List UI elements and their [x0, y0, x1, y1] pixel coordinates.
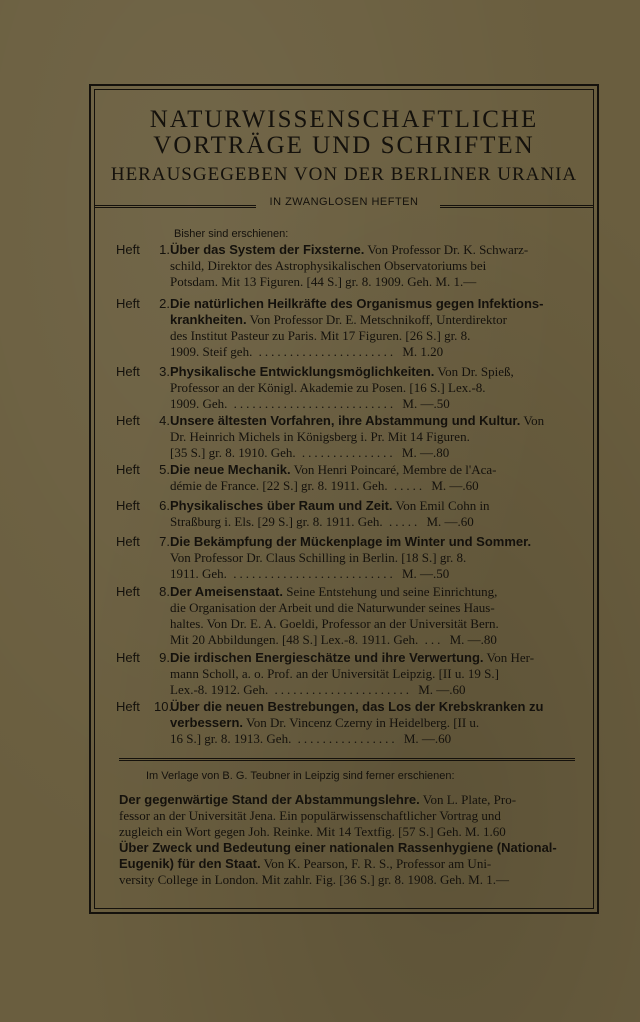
entry-title: Unsere ältesten Vorfahren, ihre Abstammung und Kultur.: [170, 413, 521, 428]
entry-title: Die neue Mechanik.: [170, 462, 291, 477]
issue-label: Heft: [116, 534, 140, 549]
series-subtitle: IN ZWANGLOSEN HEFTEN: [269, 196, 419, 208]
entry-line: [119, 792, 581, 808]
entry-text: Von: [520, 413, 545, 428]
entry-title: Eugenik) für den Staat.: [119, 856, 261, 871]
intro-text: Bisher sind erschienen:: [174, 228, 289, 240]
entry-line: [170, 566, 572, 582]
entry-text: haltes. Von Dr. E. A. Goeldi, Professor an der Universität Bern.: [170, 616, 499, 631]
issue-label: Heft: [116, 699, 140, 714]
issue-number: 10.: [154, 699, 173, 714]
entry-line: [170, 429, 572, 445]
entry-title: Die irdischen Energieschätze und ihre Verwertung.: [170, 650, 484, 665]
entry-line: [170, 344, 572, 360]
entry-line: [170, 328, 572, 344]
entry-line: [170, 616, 572, 632]
entry-title: Über die neuen Bestrebungen, das Los der Krebskranken zu: [170, 699, 544, 714]
entry-text: zugleich ein Wort gegen Joh. Reinke. Mit 14 Textfig. [57 S.] Geh. M. 1.60: [119, 824, 506, 839]
entry-title: verbessern.: [170, 715, 243, 730]
entry-title: Der gegenwärtige Stand der Abstammungslehre.: [119, 792, 420, 807]
entry-line: [170, 364, 572, 380]
entry-line: [170, 258, 572, 274]
issue-label: Heft: [116, 296, 140, 311]
entry-text: Von Emil Cohn in: [392, 498, 490, 513]
entry-line: [170, 514, 572, 530]
issue-number: 5.: [159, 462, 170, 477]
entry-title: Über das System der Fixsterne.: [170, 242, 365, 257]
entry-line: [119, 824, 581, 840]
entry-text: die Organisation der Arbeit und die Naturwunder seines Haus-: [170, 600, 495, 615]
leader-dots: ...: [418, 632, 450, 647]
issue-label: Heft: [116, 498, 140, 513]
entry-title: Physikalische Entwicklungsmöglichkeiten.: [170, 364, 435, 379]
entry-text: Dr. Heinrich Michels in Königsberg i. Pr. Mit 14 Figuren.: [170, 429, 470, 444]
entry-line: [170, 699, 572, 715]
entry-line: [170, 731, 572, 747]
entry-line: [119, 840, 581, 856]
entry-line: [170, 715, 572, 731]
entry-text: Von Professor Dr. E. Metschnikoff, Unterdirektor: [246, 312, 507, 327]
issue-label: Heft: [116, 242, 140, 257]
leader-dots: ......................: [252, 344, 403, 359]
entry-text: Von Professor Dr. K. Schwarz-: [364, 242, 529, 257]
entry-text: Von K. Pearson, F. R. S., Professor am Uni-: [260, 856, 492, 871]
publisher-line: HERAUSGEGEBEN VON DER BERLINER URANIA: [110, 164, 578, 185]
entry-line: [170, 445, 572, 461]
issue-label: Heft: [116, 584, 140, 599]
entry-line: [170, 462, 572, 478]
issue-number: 3.: [159, 364, 170, 379]
entry-line: [170, 296, 572, 312]
issue-number: 2.: [159, 296, 170, 311]
entry-title: krankheiten.: [170, 312, 247, 327]
entry-text: schild, Direktor des Astrophysikalischen Observatoriums bei: [170, 258, 487, 273]
series-title-line-2: VORTRÄGE UND SCHRIFTEN: [153, 132, 535, 159]
entry-text: Professor an der Königl. Akademie zu Posen. [16 S.] Lex.-8.: [170, 380, 486, 395]
entry-price: M. —.60: [426, 514, 474, 529]
leader-dots: .....: [387, 478, 432, 493]
entry-text: Seine Entstehung und seine Einrichtung,: [282, 584, 498, 599]
entry-line: [170, 666, 572, 682]
entry-text: démie de France. [22 S.] gr. 8. 1911. Geh.: [170, 478, 388, 493]
issue-number: 8.: [159, 584, 170, 599]
entry-text: Lex.-8. 1912. Geh.: [170, 682, 269, 697]
issue-label: Heft: [116, 650, 140, 665]
entry-price: M. —.50: [402, 396, 450, 411]
entry-line: [170, 478, 572, 494]
entry-title: Der Ameisenstaat.: [170, 584, 283, 599]
issue-label: Heft: [116, 462, 140, 477]
entry-text: Straßburg i. Els. [29 S.] gr. 8. 1911. Geh.: [170, 514, 383, 529]
entry-text: Von Henri Poincaré, Membre de l'Aca-: [290, 462, 497, 477]
leader-dots: ..........................: [226, 566, 402, 581]
issue-number: 7.: [159, 534, 170, 549]
entry-line: [170, 312, 572, 328]
entry-price: M. —.80: [401, 445, 450, 460]
entry-price: M. —.50: [401, 566, 450, 581]
entry-text: des Institut Pasteur zu Paris. Mit 17 Figuren. [26 S.] gr. 8.: [170, 328, 471, 343]
entry-title: Physikalisches über Raum und Zeit.: [170, 498, 393, 513]
entry-line: [119, 856, 581, 872]
entry-line: [170, 396, 572, 412]
entry-line: [170, 650, 572, 666]
entry-text: Potsdam. Mit 13 Figuren. [44 S.] gr. 8. 1909. Geh. M. 1.—: [170, 274, 477, 289]
issue-number: 6.: [159, 498, 170, 513]
entry-text: 1909. Geh.: [170, 396, 228, 411]
entry-text: versity College in London. Mit zahlr. Fig. [36 S.] gr. 8. 1908. Geh. M. 1.—: [119, 872, 509, 887]
entry-line: [170, 380, 572, 396]
entry-line: [170, 584, 572, 600]
entry-line: [170, 550, 572, 566]
publisher-note: Im Verlage von B. G. Teubner in Leipzig sind ferner erschienen:: [146, 770, 455, 782]
entry-price: M. —.60: [403, 731, 452, 746]
entry-text: mann Scholl, a. o. Prof. an der Universität Leipzig. [II u. 19 S.]: [170, 666, 499, 681]
entry-text: 1911. Geh.: [170, 566, 227, 581]
entry-title: Die natürlichen Heilkräfte des Organismus gegen Infektions-: [170, 296, 544, 311]
issue-number: 4.: [159, 413, 170, 428]
entry-line: [170, 274, 572, 290]
entry-title: Über Zweck und Bedeutung einer nationalen Rassenhygiene (National-: [119, 840, 557, 855]
entry-text: Von Dr. Vincenz Czerny in Heidelberg. [II u.: [243, 715, 480, 730]
divider-right: [440, 205, 594, 208]
entry-line: [170, 242, 572, 258]
entry-line: [119, 808, 581, 824]
section-divider: [119, 758, 575, 761]
issue-number: 1.: [159, 242, 170, 257]
entry-text: Von Her-: [483, 650, 535, 665]
entry-text: Mit 20 Abbildungen. [48 S.] Lex.-8. 1911. Geh.: [170, 632, 419, 647]
leader-dots: .....: [382, 514, 427, 529]
entry-price: M. —.60: [431, 478, 479, 493]
entry-line: [170, 632, 572, 648]
entry-text: [35 S.] gr. 8. 1910. Geh.: [170, 445, 296, 460]
entry-line: [170, 413, 572, 429]
entry-line: [170, 600, 572, 616]
leader-dots: ..........................: [227, 396, 403, 411]
issue-number: 9.: [159, 650, 170, 665]
issue-label: Heft: [116, 364, 140, 379]
entry-text: fessor an der Universität Jena. Ein populärwissenschaftlicher Vortrag und: [119, 808, 501, 823]
entry-line: [170, 534, 572, 550]
entry-line: [170, 498, 572, 514]
series-title-line-1: NATURWISSENSCHAFTLICHE: [149, 106, 539, 133]
entry-price: M. 1.20: [402, 344, 444, 359]
leader-dots: ...............: [295, 445, 402, 460]
entry-text: Von L. Plate, Pro-: [419, 792, 517, 807]
leader-dots: ......................: [268, 682, 419, 697]
entry-line: [119, 872, 581, 888]
entry-text: 16 S.] gr. 8. 1913. Geh.: [170, 731, 292, 746]
leader-dots: ................: [291, 731, 404, 746]
entry-text: Von Professor Dr. Claus Schilling in Berlin. [18 S.] gr. 8.: [170, 550, 467, 565]
entry-line: [170, 682, 572, 698]
entry-price: M. —.80: [449, 632, 497, 647]
issue-label: Heft: [116, 413, 140, 428]
entry-price: M. —.60: [418, 682, 466, 697]
entry-text: 1909. Steif geh.: [170, 344, 253, 359]
entry-title: Die Bekämpfung der Mückenplage im Winter und Sommer.: [170, 534, 532, 549]
entry-text: Von Dr. Spieß,: [434, 364, 514, 379]
